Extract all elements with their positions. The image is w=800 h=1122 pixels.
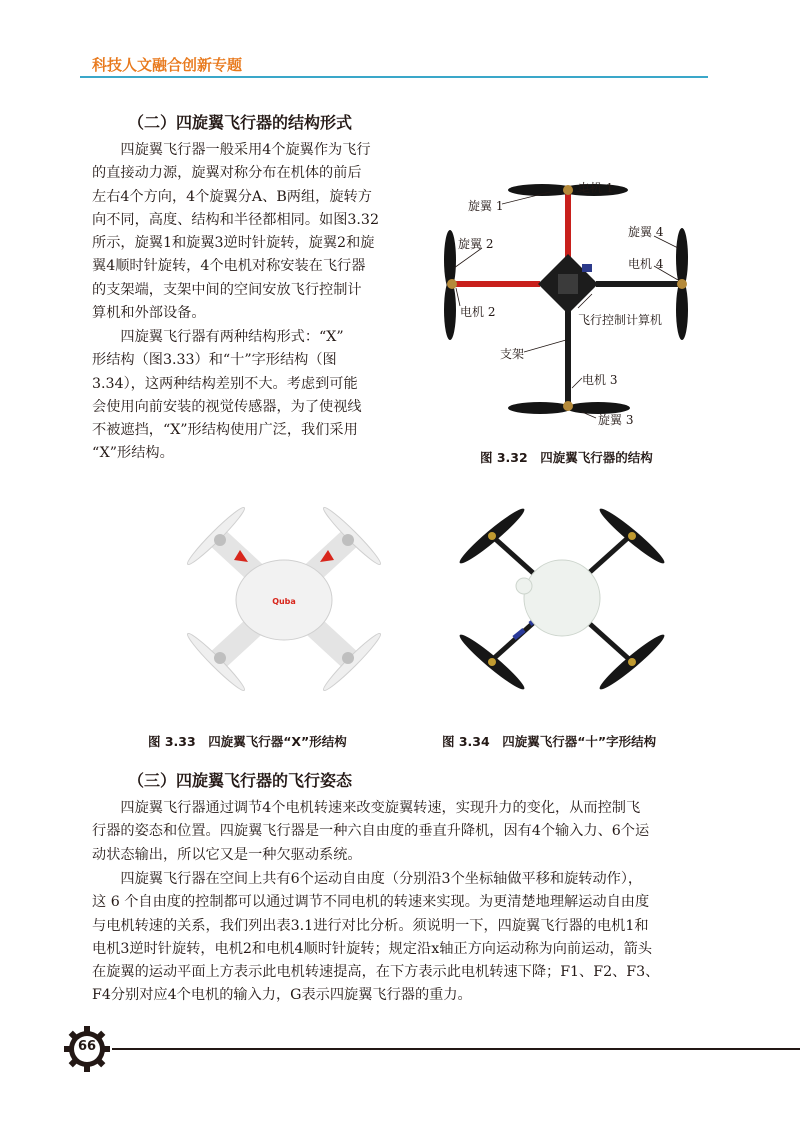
text-line: 3.34），这两种结构差别不大。考虑到可能 xyxy=(92,375,358,392)
motor-hub xyxy=(342,534,354,546)
label-rotor-4: 旋翼 4 xyxy=(628,225,664,239)
brand-logo: Quba xyxy=(272,597,296,606)
label-motor-4: 电机 4 xyxy=(628,257,664,271)
text-line: 四旋翼飞行器一般采用4个旋翼作为飞行 xyxy=(120,142,371,158)
motor-hub xyxy=(342,652,354,664)
camera-pod xyxy=(516,578,532,594)
rotor-2-blade xyxy=(444,280,456,340)
rotor-3-blade xyxy=(508,402,572,414)
dome-body xyxy=(524,560,600,636)
text-line: F4分别对应4个电机的输入力，G表示四旋翼飞行器的重力。 xyxy=(92,987,472,1004)
section-title-flight-attitude: （三）四旋翼飞行器的飞行姿态 xyxy=(128,771,353,790)
text-line: 四旋翼飞行器在空间上共有6个运动自由度（分别沿3个坐标轴做平移和旋转动作）， xyxy=(120,871,643,887)
controller-board xyxy=(558,274,578,294)
text-line: 四旋翼飞行器通过调节4个电机转速来改变旋翼转速，实现升力的变化，从而控制飞 xyxy=(120,800,641,816)
motor-hub xyxy=(488,658,496,666)
motor-1-hub xyxy=(563,185,573,195)
text-line: 行器的姿态和位置。四旋翼飞行器是一种六自由度的垂直升降机，因有4个输入力、6个运 xyxy=(92,823,650,840)
text-line: 左右4个方向，4个旋翼分A、B两组，旋转方 xyxy=(92,188,372,205)
page-number: 66 xyxy=(77,1039,97,1054)
figure-3-34-cross-quadcopter xyxy=(452,490,672,704)
label-motor-1: 电机 1 xyxy=(578,181,614,195)
caption-figure-3-34: 图 3.34 四旋翼飞行器“十”字形结构 xyxy=(442,734,657,749)
text-line: 不被遮挡，“X”形结构使用广泛，我们采用 xyxy=(92,422,358,439)
footer-rule xyxy=(112,1048,800,1050)
header-rule xyxy=(80,76,708,78)
label-motor-3: 电机 3 xyxy=(582,373,618,387)
caption-figure-3-32: 图 3.32 四旋翼飞行器的结构 xyxy=(480,450,653,465)
text-line: 动状态输出，所以它又是一种欠驱动系统。 xyxy=(92,846,362,863)
motor-4-hub xyxy=(677,279,687,289)
motor-hub xyxy=(628,658,636,666)
text-line: 在旋翼的运动平面上方表示此电机转速提高，在下方表示此电机转速下降；F1、F2、F3、 xyxy=(92,964,660,981)
label-rotor-1: 旋翼 1 xyxy=(468,199,504,213)
caption-figure-3-33: 图 3.33 四旋翼飞行器“X”形结构 xyxy=(148,734,347,749)
paragraph-structure xyxy=(92,139,418,325)
text-line: 的支架端，支架中间的空间安放飞行控制计 xyxy=(92,281,362,298)
figure-3-33-x-quadcopter xyxy=(168,488,400,710)
figure-3-32-quadcopter-structure xyxy=(432,172,704,434)
running-header-title: 科技人文融合创新专题 xyxy=(92,56,243,74)
text-line: 电机3逆时针旋转，电机2和电机4顺时针旋转；规定沿x轴正方向运动称为向前运动，箭头 xyxy=(92,940,653,957)
motor-hub xyxy=(214,652,226,664)
text-line: 会使用向前安装的视觉传感器，为了使视线 xyxy=(92,398,362,415)
label-motor-2: 电机 2 xyxy=(460,305,496,319)
paragraph-forms xyxy=(92,326,418,466)
text-line: 四旋翼飞行器有两种结构形式：“X” xyxy=(120,329,344,345)
motor-hub xyxy=(214,534,226,546)
label-rotor-2: 旋翼 2 xyxy=(458,237,494,251)
motor-hub xyxy=(488,532,496,540)
motor-2-hub xyxy=(447,279,457,289)
text-line: 翼4顺时针旋转，4个电机对称安装在飞行器 xyxy=(92,258,366,275)
text-line: 与电机转速的关系，我们列出表3.1进行对比分析。须说明一下，四旋翼飞行器的电机1和 xyxy=(92,917,649,934)
text-line: 算机和外部设备。 xyxy=(92,305,206,322)
section-title-structure: （二）四旋翼飞行器的结构形式 xyxy=(128,113,353,132)
text-line: 所示，旋翼1和旋翼3逆时针旋转，旋翼2和旋 xyxy=(92,235,375,252)
controller-module xyxy=(582,264,592,272)
label-flight-computer: 飞行控制计算机 xyxy=(578,313,663,327)
text-line: 形结构（图3.33）和“十”字形结构（图 xyxy=(92,352,337,369)
motor-hub xyxy=(628,532,636,540)
paragraph-attitude-intro xyxy=(92,797,712,867)
page-number-badge xyxy=(62,1024,112,1074)
text-line: “X”形结构。 xyxy=(92,445,174,462)
text-line: 向不同，高度、结构和半径都相同。如图3.32 xyxy=(92,211,379,228)
text-line: 这 6 个自由度的控制都可以通过调节不同电机的转速来实现。为更清楚地理解运动自由度 xyxy=(92,894,650,911)
label-rotor-3: 旋翼 3 xyxy=(598,413,634,427)
motor-3-hub xyxy=(563,401,573,411)
paragraph-degrees-of-freedom xyxy=(92,868,712,1008)
label-frame: 支架 xyxy=(500,347,525,361)
text-line: 的直接动力源，旋翼对称分布在机体的前后 xyxy=(92,165,362,182)
